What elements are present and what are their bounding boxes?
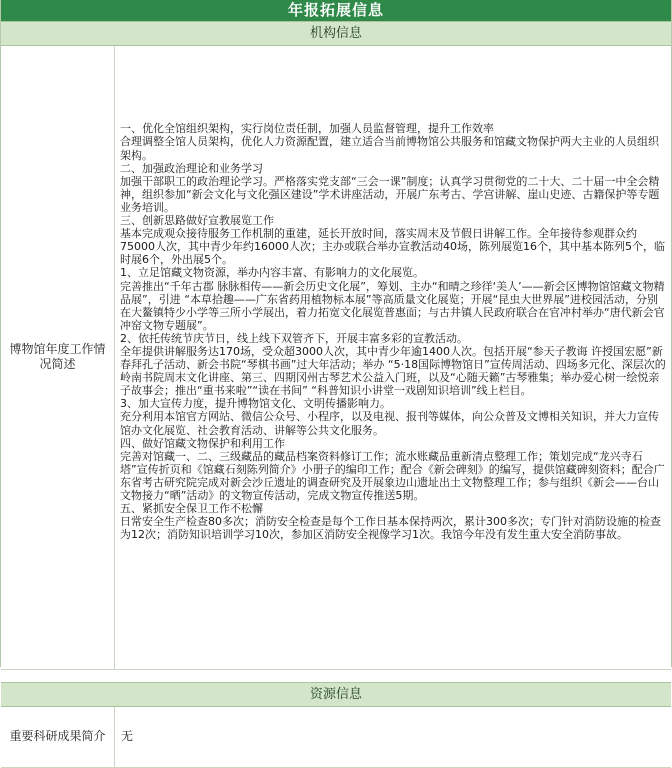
section-gap [1,670,671,682]
research-results-row [1,707,671,768]
page-title: 年报拓展信息 [1,0,671,21]
section-header-resource: 资源信息 [1,682,671,707]
org-summary-row [1,46,671,670]
content-top-spacer [120,74,667,96]
org-summary-text: 一、优化全馆组织架构，实行岗位责任制，加强人员监督管理，提升工作效率 合理调整全馆人员架构，优化人力资源配置，建立适合当前博物馆公共服务和馆藏文物保护两大主业的人员组织架构。 二、加强政治理论和业务学习 加强干部职工的政治理论学习。严格落实党支部“三会一课”制度；认真学习贯彻党的二十大、二十届一中全会精神，组织参加“新会文化与文化强区建设”学术讲座活动，开展广东考古、学宫讲解、崖山史迹、古籍保护等专题业务培训。 三、创新思路做好宣教展览工作 基本完成观众接待服务工作机制的重建，延长开放时间，落实周末及节假日讲解工作。全年接待参观群众约75000人次，其中青少年约16000人次；主办或联合举办宣教活动40场，陈列展览16个，其中基本陈列5个，临时展6个，外出展5个。 1、立足馆藏文物资源，举办内容丰富、有影响力的文化展览。 完善推出“千年古郡 脉脉相传——新会历史文化展”，筹划、主办“和晴之珍徉‘美人’——新会区博物馆馆藏文物精品展”，引进 “本草拾趣——广东省药用植物标本展”等高质量文化展览；开展“昆虫大世界展”进校园活动，分别在大鳌镇特少小学等三所小学展出，着力拓宽文化展览普惠面；与古井镇人民政府联合在官冲村举办“唐代新会官冲窑文物专题展”。 2、依托传统节庆节日，线上线下双管齐下，开展丰富多彩的宣教活动。 全年提供讲解服务达170场，受众超3000人次，其中青少年逾1400人次。包括开展“参天子教诲 许授国宏愿”新春拜孔子活动、新会书院“琴棋书画”过大年活动；举办 “5·18国际博物馆日”宣传周活动、四场多元化、深层次的岭南书院周末文化讲座、第三、四期冈州古琴艺术公益入门班，以及“心随天籁”古琴雅集；举办爱心树一绘悦亲子故事会；推出“重书来啦”“读在书间” “科普知识小讲堂一戏剧知识培训”线上栏目。 3、加大宣传力度，提升博物馆文化、文明传播影响力。 充分利用本馆官方网站、微信公众号、小程序，以及电视、报刊等媒体，向公众普及文博相关知识，并大力宣传馆办文化展览、社会教育活动、讲解等公共文化服务。 四、做好馆藏文物保护和利用工作 完善对馆藏一、二、三级藏品的藏品档案资料修订工作；流水账藏品重新清点整理工作；策划完成“龙兴寺石塔”宣传折页和《馆藏石刻陈列简介》小册子的编印工作；配合《新会碑刻》的编写，提供馆藏碑刻资料；配合广东省考古研究院完成对新会沙丘遗址的调查研究及开展象边山遗址出土文物整理工作；参与组织《新会——台山文物接力“晒”活动》的文物宣传活动，完成文物宣传推送5期。 五、紧抓安全保卫工作不松懈 日常安全生产检查80多次；消防安全检查是每个工作日基本保持两次，累计300多次；专门针对消防设施的检查为12次；消防知识培训学习10次，参加区消防安全视像学习1次。我馆今年没有发生重大安全消防事故。 [120,122,666,542]
section-header-org: 机构信息 [1,21,671,46]
research-results-value: 无 [121,729,134,744]
research-results-label: 重要科研成果简介 [1,707,115,767]
org-summary-label: 博物馆年度工作情况简述 [1,46,115,669]
org-summary-content [115,46,671,669]
